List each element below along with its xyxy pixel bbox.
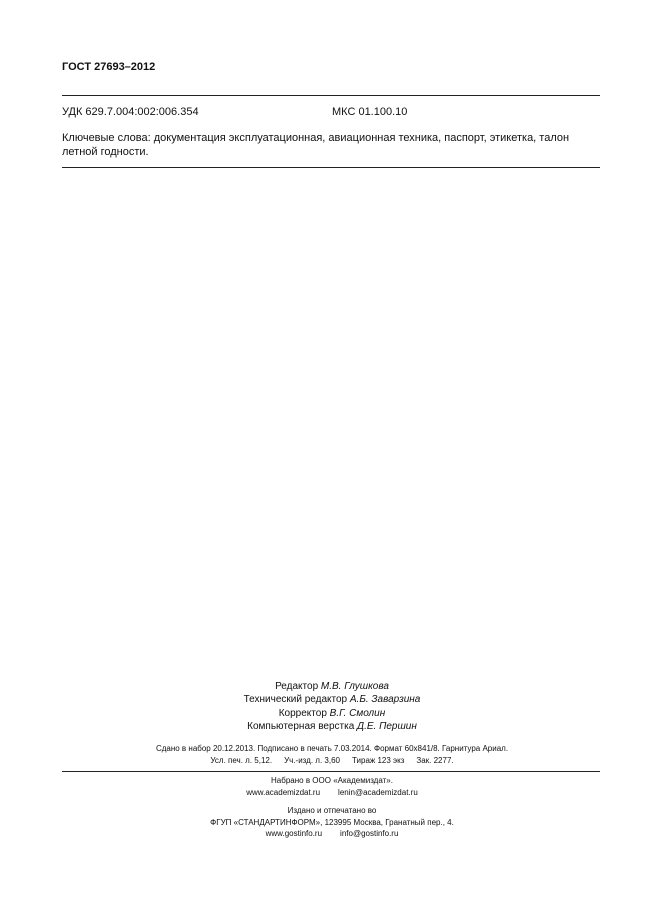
credit-proofreader-label: Корректор <box>278 707 330 719</box>
keywords-block <box>62 131 602 159</box>
print-order: Зак. 2277. <box>416 755 454 765</box>
divider-top <box>62 95 600 96</box>
credit-layout <box>62 720 602 733</box>
printer-site-link[interactable]: www.gostinfo.ru <box>265 829 323 838</box>
divider-keywords <box>62 167 600 168</box>
credit-editor-name: М.В. Глушкова <box>320 681 389 692</box>
printer-line-1: Издано и отпечатано во <box>287 806 377 815</box>
divider-bottom <box>62 771 600 772</box>
credit-proofreader-name: В.Г. Смолин <box>329 707 386 719</box>
publisher-site-link[interactable]: www.academizdat.ru <box>246 787 321 797</box>
credit-tech-editor-name: А.Б. Заварзина <box>349 694 421 706</box>
publisher-email-link[interactable]: lenin@academizdat.ru <box>338 787 418 797</box>
credit-layout-name: Д.Е. Першин <box>357 720 417 732</box>
keywords-line-1: Ключевые слова: документация эксплуатационная, авиационная техника, паспорт, этикетка, талон <box>62 132 570 144</box>
credit-editor <box>62 680 602 693</box>
mks-code: МКС 01.100.10 <box>332 106 408 118</box>
print-sheets: Усл. печ. л. 5,12. <box>210 755 273 765</box>
printer-block <box>62 805 602 840</box>
printer-contacts <box>62 828 602 840</box>
credits-block <box>62 680 602 733</box>
credit-layout-label: Компьютерная верстка <box>247 720 358 732</box>
printer-email-link[interactable]: info@gostinfo.ru <box>340 829 399 838</box>
printer-line-2: ФГУП «СТАНДАРТИНФОРМ», 123995 Москва, Гранатный пер., 4. <box>210 817 454 827</box>
publisher-block <box>62 775 602 798</box>
udk-code: УДК 629.7.004:002:006.354 <box>62 106 199 118</box>
publisher-contacts <box>62 787 602 799</box>
print-details-line-1: Сдано в набор 20.12.2013. Подписано в печать 7.03.2014. Формат 60х841/8. Гарнитура Ариал. <box>155 744 509 753</box>
print-details <box>62 743 602 766</box>
standard-code: ГОСТ 27693–2012 <box>62 61 156 73</box>
print-details-line-2 <box>62 755 602 767</box>
credit-tech-editor-label: Технический редактор <box>243 694 350 706</box>
print-run: Тираж 123 экз <box>351 755 405 765</box>
credit-tech-editor <box>62 693 602 706</box>
print-edition-sheets: Уч.-изд. л. 3,60 <box>284 755 340 765</box>
keywords-line-2: летной годности. <box>62 146 149 158</box>
publisher-line-1: Набрано в ООО «Академиздат». <box>271 776 393 785</box>
credit-editor-label: Редактор <box>275 681 321 692</box>
credit-proofreader <box>62 707 602 720</box>
